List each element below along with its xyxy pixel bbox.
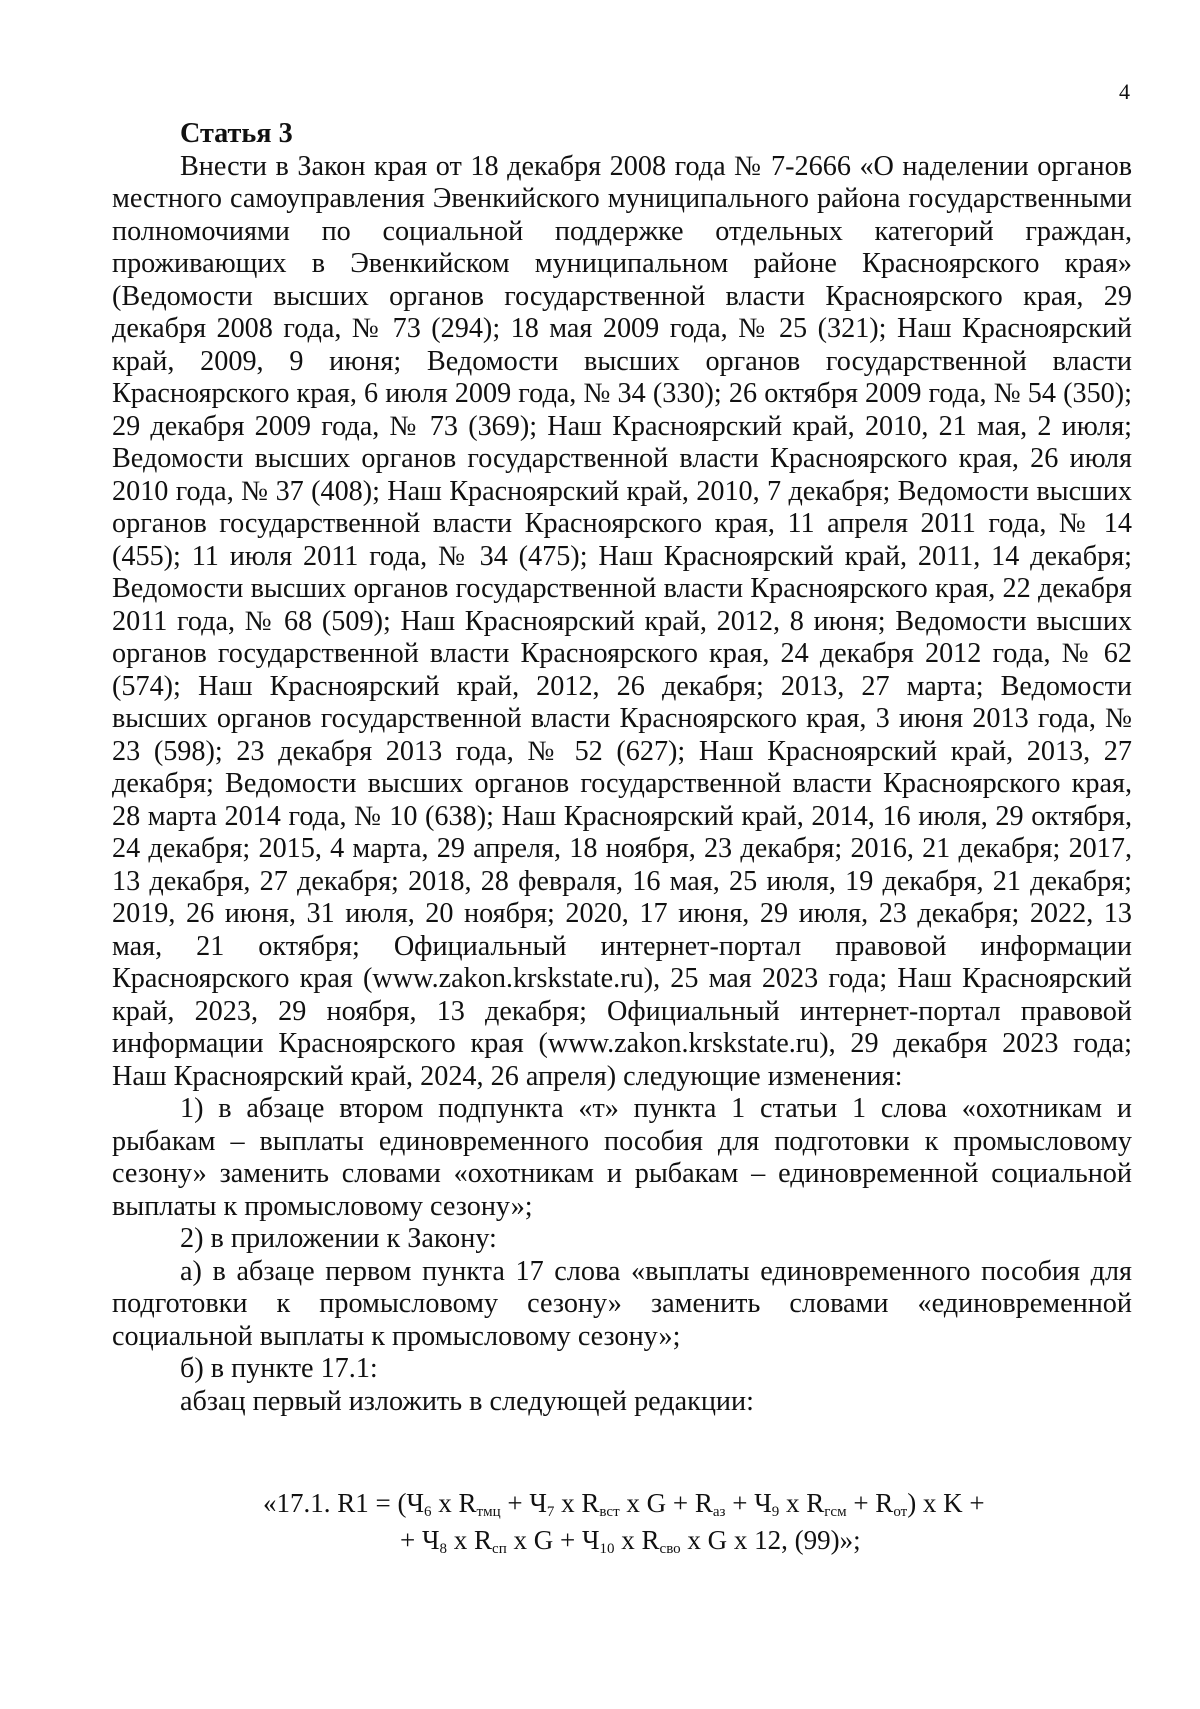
formula-term: ) x K +: [907, 1488, 985, 1518]
article-body: [112, 118, 1132, 1418]
article-heading: Статья 3: [180, 118, 293, 149]
formula-term: x G + Ч: [506, 1525, 600, 1555]
formula-subscript: 6: [424, 1504, 432, 1520]
formula-subscript: сво: [659, 1541, 681, 1557]
formula-term: + Ч: [400, 1525, 440, 1555]
formula-term: x R: [779, 1488, 825, 1518]
amendment-item-2: 2) в приложении к Закону:: [180, 1223, 497, 1254]
formula-subscript: тмц: [476, 1504, 501, 1520]
formula-line-2: [0, 1522, 1200, 1559]
formula-subscript: от: [893, 1504, 908, 1520]
formula-subscript: 8: [439, 1541, 448, 1557]
formula-block: [0, 1485, 1200, 1559]
amendment-item-2b-sub: абзац первый изложить в следующей редакции:: [180, 1385, 754, 1417]
formula-term: x R: [554, 1488, 600, 1518]
formula-term: x R: [431, 1488, 477, 1518]
formula-term: «17.1. R1 = (Ч: [263, 1488, 425, 1518]
formula-subscript: вст: [599, 1504, 620, 1520]
formula-line-1: [0, 1485, 1200, 1522]
formula-subscript: гсм: [824, 1504, 847, 1520]
formula-subscript: 10: [599, 1541, 615, 1557]
formula-term: + Ч: [725, 1488, 772, 1518]
formula-subscript: 7: [546, 1504, 555, 1520]
page-number: 4: [1119, 79, 1130, 104]
formula-term: + Ч: [500, 1488, 547, 1518]
amendment-item-1: 1) в абзаце втором подпункта «т» пункта 1 статьи 1 слова «охотникам и рыбакам – выплаты единовременного пособия для подготовки к промысловому сезону» заменить словами «охотникам и рыбакам – единовременной социальной выплаты к промысловому сезону»;: [112, 1093, 1132, 1222]
formula-term: x G + R: [619, 1488, 713, 1518]
formula-term: x R: [614, 1525, 660, 1555]
formula-term: x R: [447, 1525, 493, 1555]
formula-subscript: 9: [771, 1504, 780, 1520]
formula-subscript: аз: [712, 1504, 726, 1520]
formula-term: + R: [846, 1488, 894, 1518]
article-intro-paragraph: Внести в Закон края от 18 декабря 2008 года № 7-2666 «О наделении органов местного самоуправления Эвенкийского муниципального района государственными полномочиями по социальной поддержке отдельных категорий граждан, проживающих в Эвенкийском муниципальном районе Красноярского края» (Ведомости высших органов государственной власти Красноярского края, 29 декабря 2008 года, № 73 (294); 18 мая 2009 года, № 25 (321); Наш Красноярский край, 2009, 9 июня; Ведомости высших органов государственной власти Красноярского края, 6 июля 2009 года, № 34 (330); 26 октября 2009 года, № 54 (350); 29 декабря 2009 года, № 73 (369); Наш Красноярский край, 2010, 21 мая, 2 июля; Ведомости высших органов государственной власти Красноярского края, 26 июля 2010 года, № 37 (408); Наш Красноярский край, 2010, 7 декабря; Ведомости высших органов государственной власти Красноярского края, 11 апреля 2011 года, № 14 (455); 11 июля 2011 года, № 34 (475); Наш Красноярский край, 2011, 14 декабря; Ведомости высших органов государственной власти Красноярского края, 22 декабря 2011 года, № 68 (509); Наш Красноярский край, 2012, 8 июня; Ведомости высших органов государственной власти Красноярского края, 24 декабря 2012 года, № 62 (574); Наш Красноярский край, 2012, 26 декабря; 2013, 27 марта; Ведомости высших органов государственной власти Красноярского края, 3 июня 2013 года, № 23 (598); 23 декабря 2013 года, № 52 (627); Наш Красноярский край, 2013, 27 декабря; Ведомости высших органов государственной власти Красноярского края, 28 марта 2014 года, № 10 (638); Наш Красноярский край, 2014, 16 июля, 29 октября, 24 декабря; 2015, 4 марта, 29 апреля, 18 ноября, 23 декабря; 2016, 21 декабря; 2017, 13 декабря, 27 декабря; 2018, 28 февраля, 16 мая, 25 июля, 19 декабря, 21 декабря; 2019, 26 июня, 31 июля, 20 ноября; 2020, 17 июня, 29 июля, 23 декабря; 2022, 13 мая, 21 октября; Официальный интернет-портал правовой информации Красноярского края (www.zakon.krskstate.ru), 25 мая 2023 года; Наш Красноярский край, 2023, 29 ноября, 13 декабря; Официальный интернет-портал правовой информации Красноярского края (www.zakon.krskstate.ru), 29 декабря 2023 года; Наш Красноярский край, 2024, 26 апреля) следующие изменения:: [112, 150, 1132, 1092]
formula-term: x G x 12, (99)»;: [680, 1525, 861, 1555]
formula-subscript: сп: [492, 1541, 507, 1557]
amendment-item-2a: а) в абзаце первом пункта 17 слова «выплаты единовременного пособия для подготовки к промысловому сезону» заменить словами «единовременной социальной выплаты к промысловому сезону»;: [112, 1255, 1132, 1352]
amendment-item-2b: б) в пункте 17.1:: [180, 1353, 378, 1384]
